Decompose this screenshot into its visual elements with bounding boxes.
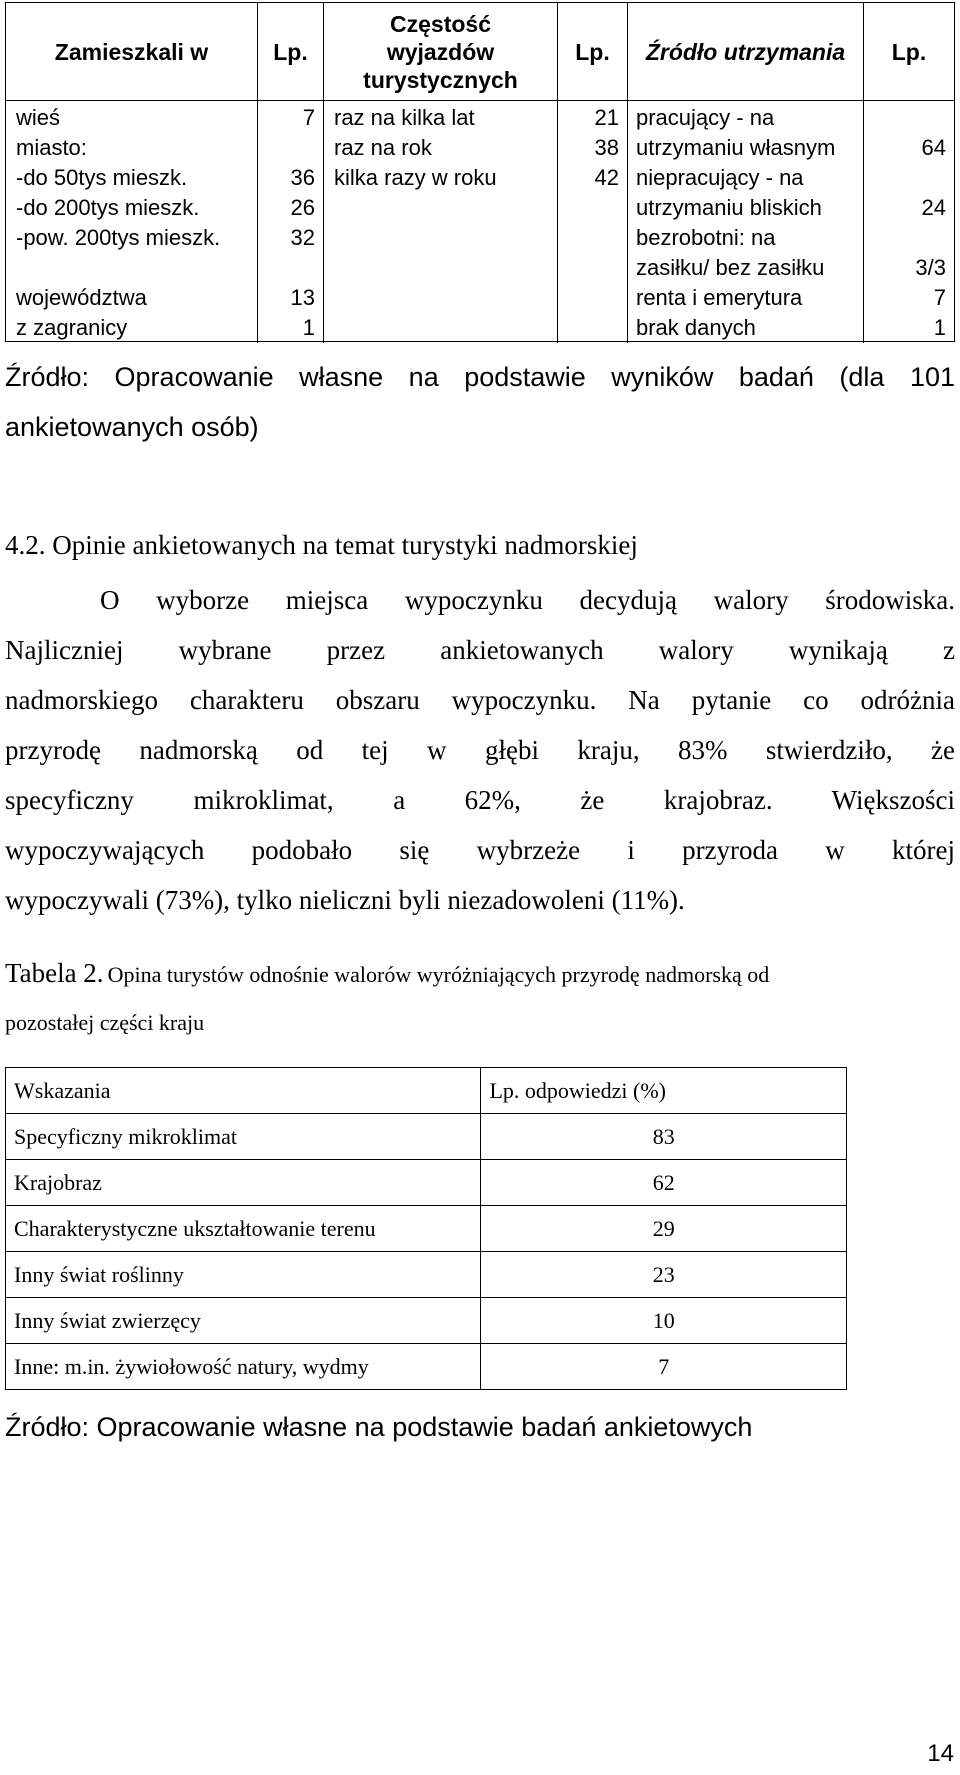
- residence-count: 26: [290, 195, 315, 220]
- table-2-cell: 29: [481, 1206, 847, 1252]
- residence-column: [6, 101, 258, 343]
- paragraph-line: wypoczywających podobało się wybrzeże i przyroda w której: [5, 835, 955, 865]
- residence-count: 7: [302, 105, 315, 130]
- residence-cell: -do 50tys mieszk.: [16, 165, 188, 190]
- residence-cell: wieś: [16, 105, 61, 130]
- table-2-header-cell: Wskazania: [6, 1068, 481, 1114]
- table-2-header-cell: Lp. odpowiedzi (%): [481, 1068, 847, 1114]
- residence-count: 32: [290, 225, 315, 250]
- income-cell: utrzymaniu bliskich: [636, 195, 822, 220]
- income-cell: zasiłku/ bez zasiłku: [636, 255, 825, 280]
- residence-cell: -pow. 200tys mieszk.: [16, 225, 221, 250]
- income-cell: bezrobotni: na: [636, 225, 776, 250]
- residence-cell: miasto:: [16, 135, 87, 160]
- income-count: [864, 103, 946, 133]
- header-frequency-line: turystycznych: [363, 66, 518, 93]
- paragraph-line: nadmorskiego charakteru obszaru wypoczynku. Na pytanie co odróżnia: [5, 685, 955, 715]
- table-row: [6, 1068, 847, 1114]
- table-row: [6, 1252, 847, 1298]
- table-2-cell: Inne: m.in. żywiołowość natury, wydmy: [6, 1344, 481, 1390]
- table-row: [6, 1344, 847, 1390]
- frequency-cell: raz na rok: [334, 135, 432, 160]
- residence-cell: -do 200tys mieszk.: [16, 195, 200, 220]
- residence-count-column: [258, 101, 324, 343]
- page-number: 14: [927, 1740, 954, 1767]
- frequency-column: [324, 101, 558, 343]
- header-frequency: [324, 3, 558, 101]
- source-note-1: [5, 352, 955, 452]
- respondents-table: [5, 2, 955, 342]
- income-count: 7: [933, 285, 946, 310]
- income-cell: brak danych: [636, 315, 756, 340]
- table-2-title-cont: pozostałej części kraju: [5, 1010, 205, 1035]
- income-count: 64: [921, 135, 946, 160]
- header-frequency-line: Częstość: [390, 10, 491, 37]
- residence-cell: województwa: [16, 285, 147, 310]
- table-2-cell: Charakterystyczne ukształtowanie terenu: [6, 1206, 481, 1252]
- table-row: [6, 1114, 847, 1160]
- table-2-cell: Inny świat roślinny: [6, 1252, 481, 1298]
- header-lp-3: Lp.: [864, 3, 954, 101]
- income-cell: utrzymaniu własnym: [636, 135, 836, 160]
- frequency-cell: kilka razy w roku: [334, 165, 497, 190]
- residence-count: [258, 253, 315, 283]
- residence-count: 1: [302, 315, 315, 340]
- frequency-count: 38: [594, 135, 619, 160]
- section-heading: [5, 520, 955, 570]
- frequency-cell: raz na kilka lat: [334, 105, 475, 130]
- header-lp-2: Lp.: [558, 3, 628, 101]
- table-2-caption: [5, 948, 955, 1048]
- frequency-count: 21: [594, 105, 619, 130]
- body-paragraph: [5, 575, 955, 925]
- frequency-count-column: [558, 101, 628, 343]
- table-2-cell: Specyficzny mikroklimat: [6, 1114, 481, 1160]
- header-lp-1: Lp.: [258, 3, 324, 101]
- residence-count: 13: [290, 285, 315, 310]
- table-2-cell: 83: [481, 1114, 847, 1160]
- source-note-line: Źródło: Opracowanie własne na podstawie wyników badań (dla 101: [5, 362, 955, 392]
- income-cell: pracujący - na: [636, 105, 775, 130]
- frequency-count: 42: [594, 165, 619, 190]
- paragraph-line: O wyborze miejsca wypoczynku decydują walory środowiska.: [100, 585, 955, 615]
- section-heading-text: 4.2. Opinie ankietowanych na temat turystyki nadmorskiej: [5, 530, 638, 560]
- income-count: 1: [933, 315, 946, 340]
- paragraph-line: specyficzny mikroklimat, a 62%, że krajobraz. Większości: [5, 785, 955, 815]
- header-frequency-line: wyjazdów: [386, 38, 495, 65]
- income-count: 24: [921, 195, 946, 220]
- table-2-cell: 7: [481, 1344, 847, 1390]
- income-count: [864, 223, 946, 253]
- table-2-cell: Inny świat zwierzęcy: [6, 1298, 481, 1344]
- source-note-line: ankietowanych osób): [5, 412, 259, 442]
- paragraph-line: Najliczniej wybrane przez ankietowanych walory wynikają z: [5, 635, 955, 665]
- table-2-title: Opina turystów odnośnie walorów wyróżniających przyrodę nadmorską od: [107, 962, 770, 987]
- income-cell: niepracujący - na: [636, 165, 804, 190]
- paragraph-line: przyrodę nadmorską od tej w głębi kraju, 83% stwierdziło, że: [5, 735, 955, 765]
- source-note-2-text: Źródło: Opracowanie własne na podstawie badań ankietowych: [5, 1412, 753, 1442]
- table-2-cell: 10: [481, 1298, 847, 1344]
- income-cell: renta i emerytura: [636, 285, 803, 310]
- income-count: [864, 163, 946, 193]
- residence-count: 36: [290, 165, 315, 190]
- header-income-source: Źródło utrzymania: [628, 3, 864, 101]
- residence-count: [258, 133, 315, 163]
- income-count: 3/3: [915, 255, 946, 280]
- table-row: [6, 1160, 847, 1206]
- income-column: [628, 101, 864, 343]
- table-2-cell: Krajobraz: [6, 1160, 481, 1206]
- table-2-label: Tabela 2.: [5, 958, 104, 988]
- table-2-cell: 23: [481, 1252, 847, 1298]
- table-2: [5, 1067, 847, 1390]
- residence-cell: z zagranicy: [16, 315, 128, 340]
- income-count-column: [864, 101, 954, 343]
- header-residence: Zamieszkali w: [6, 3, 258, 101]
- table-row: [6, 1298, 847, 1344]
- source-note-2: [5, 1402, 955, 1452]
- table-2-cell: 62: [481, 1160, 847, 1206]
- table-row: [6, 1206, 847, 1252]
- residence-cell: [16, 253, 257, 283]
- paragraph-line: wypoczywali (73%), tylko nieliczni byli niezadowoleni (11%).: [5, 885, 685, 915]
